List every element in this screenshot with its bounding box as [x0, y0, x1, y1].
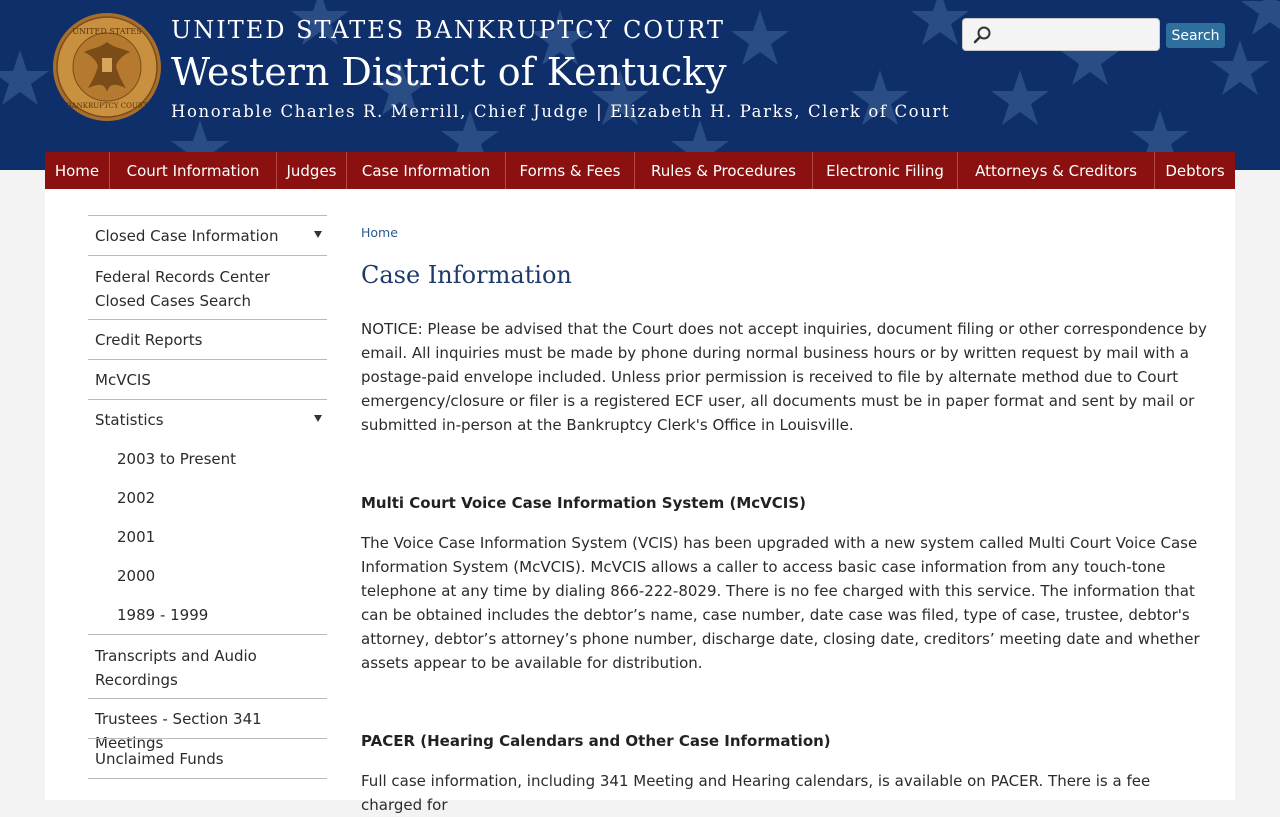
sidebar-item-transcripts[interactable] — [88, 634, 327, 698]
nav-judges[interactable]: Judges — [277, 152, 347, 189]
sidebar-item-label: Transcripts and Audio Recordings — [95, 647, 257, 689]
sidebar-item-2000[interactable] — [88, 557, 327, 596]
sidebar-item-label: Federal Records Center Closed Cases Search — [95, 268, 270, 310]
sidebar-item-label: 2000 — [117, 567, 156, 585]
mcvcis-heading: Multi Court Voice Case Information System (McVCIS) — [361, 494, 807, 512]
sidebar-item-credit-reports[interactable] — [88, 319, 327, 359]
breadcrumb[interactable]: Home — [361, 225, 398, 240]
sidebar-item-label: Trustees - Section 341 Meetings — [95, 710, 262, 752]
sidebar-item-2001[interactable] — [88, 518, 327, 557]
main-nav — [45, 152, 1235, 189]
pacer-heading: PACER (Hearing Calendars and Other Case Information) — [361, 732, 831, 750]
search-icon — [972, 25, 992, 45]
nav-electronic-filing[interactable]: Electronic Filing — [813, 152, 958, 189]
dropdown-arrow-icon[interactable] — [314, 415, 322, 422]
sidebar-item-label: 2001 — [117, 528, 156, 546]
nav-attorneys-creditors[interactable]: Attorneys & Creditors — [958, 152, 1155, 189]
nav-debtors[interactable]: Debtors — [1165, 161, 1225, 180]
sidebar-divider — [88, 778, 327, 779]
content-area — [45, 189, 1235, 814]
pacer-text: Full case information, including 341 Meeting and Hearing calendars, is available on PACER. There is a fee charged for — [361, 772, 1151, 814]
notice-text: NOTICE: Please be advised that the Court does not accept inquiries, document filing or other correspondence by email. All inquiries must be made by phone during normal business hours or by written request by mail with a postage-paid envelope included. Unless prior permission is received to file by alternate method due to Court emergency/closure or filer is a registered ECF user, all documents must be in paper format and sent by mail or submitted in-person at the Bankruptcy Clerk's Office in Louisville. — [361, 320, 1207, 434]
sidebar-item-statistics[interactable] — [88, 399, 327, 439]
judges-line: Honorable Charles R. Merrill, Chief Judge | Elizabeth H. Parks, Clerk of Court — [171, 102, 951, 121]
district-name[interactable]: Western District of Kentucky — [171, 50, 727, 94]
sidebar-item-unclaimed-funds[interactable] — [88, 738, 327, 778]
nav-case-information[interactable]: Case Information — [347, 152, 506, 189]
sidebar-item-federal-records-center[interactable] — [88, 255, 327, 319]
sidebar-item-mcvcis[interactable] — [88, 359, 327, 399]
sidebar — [88, 215, 327, 779]
site-header — [0, 0, 1280, 170]
nav-forms-fees[interactable]: Forms & Fees — [506, 152, 635, 189]
search-input[interactable] — [997, 23, 1156, 48]
seal-top-text: UNITED STATES — [72, 27, 142, 36]
sidebar-item-label: Statistics — [95, 411, 164, 429]
sidebar-item-1989-1999[interactable] — [88, 596, 327, 634]
nav-home[interactable]: Home — [45, 152, 110, 189]
sidebar-item-closed-case-information[interactable] — [88, 215, 327, 255]
sidebar-item-2003-to-present[interactable] — [88, 439, 327, 479]
court-name: UNITED STATES BANKRUPTCY COURT — [171, 16, 725, 44]
sidebar-item-trustees[interactable] — [88, 698, 327, 752]
sidebar-item-label: McVCIS — [95, 371, 151, 389]
nav-court-information[interactable]: Court Information — [110, 152, 277, 189]
sidebar-item-label: 1989 - 1999 — [117, 606, 209, 624]
court-seal-logo — [52, 12, 162, 122]
sidebar-item-label: 2002 — [117, 489, 156, 507]
nav-rules-procedures[interactable]: Rules & Procedures — [635, 152, 813, 189]
search-button[interactable]: Search — [1166, 23, 1225, 48]
mcvcis-text: The Voice Case Information System (VCIS) has been upgraded with a new system called Multi Court Voice Case Information System (McVCIS). McVCIS allows a caller to access basic case information from any touch-tone telephone at any time by dialing 866-222-8029. There is no fee charged with this service. The information that can be obtained includes the debtor’s name, case number, date case was filed, type of case, trustee, debtor's attorney, debtor’s attorney’s phone number, discharge date, closing date, creditors’ meeting date and whether assets appear to be available for distribution. — [361, 534, 1200, 672]
search-box — [962, 18, 1160, 51]
sidebar-item-label: Unclaimed Funds — [95, 750, 224, 768]
dropdown-arrow-icon[interactable] — [314, 231, 322, 238]
sidebar-item-label: Credit Reports — [95, 331, 203, 349]
sidebar-item-2002[interactable] — [88, 479, 327, 518]
seal-bottom-text: BANKRUPTCY COURT — [66, 102, 148, 110]
sidebar-item-label: 2003 to Present — [117, 450, 237, 468]
page-title: Case Information — [361, 261, 572, 289]
sidebar-item-label: Closed Case Information — [95, 227, 279, 245]
